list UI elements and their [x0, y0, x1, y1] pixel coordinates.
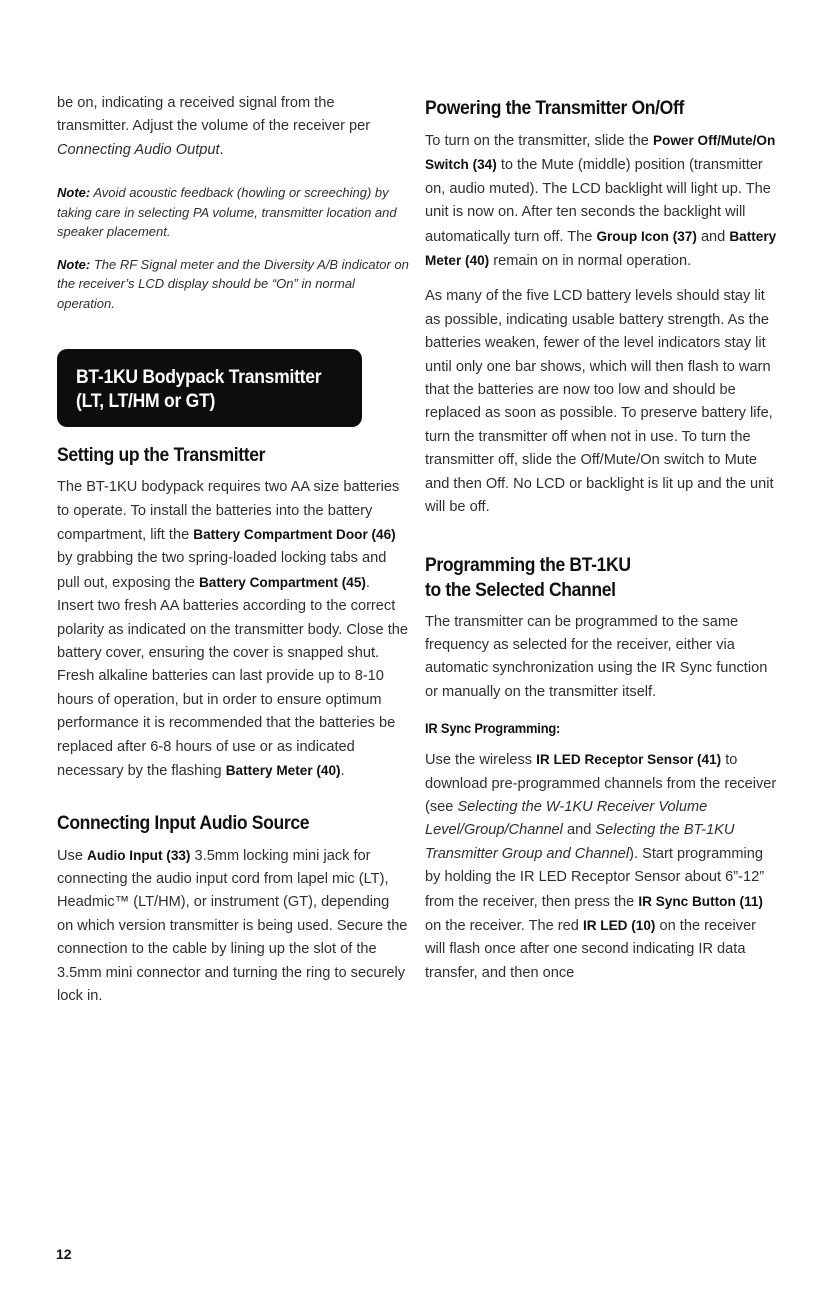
note-feedback: [57, 183, 409, 242]
ref-group-icon: Group Icon (37): [596, 228, 697, 244]
ir-text: to download pre-programmed channels from the receiver (see: [425, 752, 777, 815]
right-column: [425, 92, 777, 985]
power-text: to the Mute (middle) position (transmitter on, audio muted). The LCD backlight will light up. The unit is now on. After ten seconds the backlight will automatically turn off. The: [425, 157, 771, 245]
ir-text: on the receiver will flash once after one second indicating IR data transfer, and then once: [425, 917, 757, 981]
ir-sync-paragraph: [425, 748, 777, 985]
note-text: The RF Signal meter and the Diversity A/B indicator on the receiver’s LCD display should be “On” in normal operation.: [57, 256, 409, 311]
intro-text: be on, indicating a received signal from the transmitter. Adjust the volume of the receiver per: [57, 95, 371, 135]
note-label: Note:: [57, 185, 91, 201]
setup-text: . Insert two fresh AA batteries according to the correct polarity as indicated on the transmitter body. Close the battery cover, ensuring the cover is snapped shut. Fresh alkaline batteries can last provide up to 8-10 hours of operation, but in order to ensure optimum performance it is recommended that the batteries be replaced after 6-8 hours of use or as indicated necessary by the flashing: [57, 574, 408, 780]
ref-ir-receptor: IR LED Receptor Sensor (41): [536, 752, 722, 768]
heading-programming-line2: to the Selected Channel: [425, 578, 616, 601]
intro-paragraph: [57, 92, 409, 162]
note-label: Note:: [57, 256, 91, 272]
audio-paragraph: [57, 844, 409, 1009]
heading-audio-source: Connecting Input Audio Source: [57, 811, 310, 834]
ref-battery-compartment: Battery Compartment (45): [198, 574, 366, 590]
setup-text: .: [340, 763, 345, 780]
ir-text: and: [562, 822, 596, 839]
note-text: Avoid acoustic feedback (howling or screeching) by taking care in selecting PA volume, transmitter location and speaker placement.: [57, 185, 397, 240]
programming-paragraph: The transmitter can be programmed to the same frequency as selected for the receiver, either via automatic synchronization using the IR Sync function or manually on the transmitter itself.: [425, 613, 768, 700]
setup-text: by grabbing the two spring-loaded locking tabs and pull out, exposing the: [57, 550, 387, 591]
power-text: remain on in normal operation.: [489, 253, 692, 270]
ref-transmitter-section: Selecting the BT-1KU Transmitter Group and Channel: [425, 822, 735, 862]
audio-text: 3.5mm locking mini jack for connecting the audio input cord from lapel mic (LT), Headmic™ (LT/HM), or instrument (GT), depending on which version transmitter is being used. Secure the connection to the cable by lining up the slot of the 3.5mm mini connector and turning the ring to securely lock in.: [57, 847, 408, 1004]
audio-text: Use: [57, 847, 88, 864]
banner-subtitle: (LT, LT/HM or GT): [76, 390, 216, 413]
section-banner: [57, 349, 362, 427]
ref-receiver-section: Selecting the W-1KU Receiver Volume Level/Group/Channel: [425, 798, 708, 839]
left-column: [57, 92, 409, 1008]
ir-text: on the receiver. The red: [425, 917, 583, 934]
ref-battery-door: Battery Compartment Door (46): [193, 527, 396, 543]
note-rf-signal: [57, 255, 409, 314]
heading-setup: Setting up the Transmitter: [57, 444, 266, 467]
heading-powering: Powering the Transmitter On/Off: [425, 97, 684, 119]
ref-ir-led: IR LED (10): [582, 917, 656, 933]
power-text: To turn on the transmitter, slide the: [425, 133, 653, 149]
intro-end: .: [219, 141, 224, 158]
battery-paragraph: As many of the five LCD battery levels should stay lit as possible, indicating usable battery strength. As the batteries weaken, fewer of the level indicators stay lit until only one bar shows, which will then flash to warn that the batteries are now too low and should be replaced as soon as possible. To preserve battery life, turn the transmitter off when not in use. To turn the transmitter off, slide the Off/Mute/On switch to Mute and then Off. No LCD or backlight is lit up and the unit will be off.: [425, 288, 774, 516]
intro-reference: Connecting Audio Output: [57, 141, 220, 158]
ref-ir-sync-button: IR Sync Button (11): [638, 893, 763, 909]
ref-battery-meter: Battery Meter (40): [425, 228, 777, 269]
page-number: 12: [56, 1246, 72, 1262]
heading-ir-sync: IR Sync Programming:: [425, 720, 561, 737]
ref-audio-input: Audio Input (33): [87, 847, 191, 863]
power-text: and: [696, 228, 730, 245]
setup-paragraph: [57, 476, 409, 783]
ir-text: ). Start programming by holding the IR LED Receptor Sensor about 6”-12” from the receiver, then press the: [425, 845, 765, 910]
banner-title: BT-1KU Bodypack Transmitter: [76, 366, 322, 389]
ir-text: Use the wireless: [425, 752, 537, 769]
heading-programming-line1: Programming the BT-1KU: [425, 553, 631, 576]
setup-text: The BT-1KU bodypack requires two AA size batteries to operate. To install the batteries into the battery compartment, lift the: [57, 479, 400, 544]
power-paragraph: [425, 129, 777, 273]
ref-power-switch: Power Off/Mute/On Switch (34): [425, 133, 776, 173]
ref-battery-meter: Battery Meter (40): [225, 763, 341, 779]
